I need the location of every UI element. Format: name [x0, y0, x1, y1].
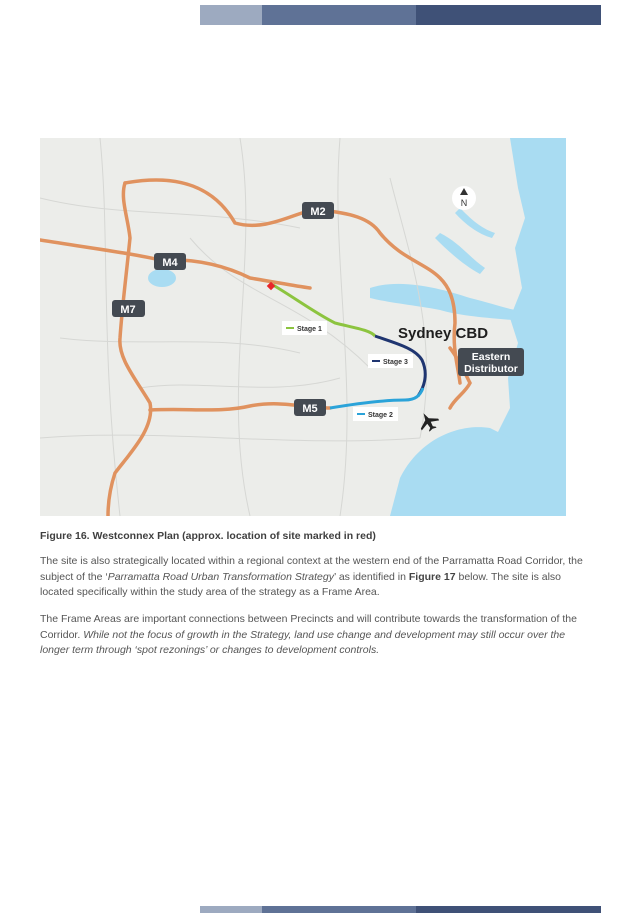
- stage3-label: Stage 3: [383, 359, 408, 366]
- stage1-label: Stage 1: [297, 326, 322, 333]
- city-label: Sydney CBD: [398, 325, 489, 342]
- paragraph1-text: The site is also strategically located within a regional context at the western end of the Parramatta Road Corridor, the subject of the ‘: [40, 555, 583, 583]
- north-label: N: [460, 198, 468, 208]
- stage2-route: [330, 388, 423, 408]
- river: [435, 233, 485, 274]
- figure-caption: Figure 16. Westconnex Plan (approx. location of site marked in red): [40, 530, 376, 542]
- header-bar-segment: [416, 5, 601, 25]
- road-label-eastern: Eastern: [471, 351, 511, 363]
- road-label-m2: M2: [310, 206, 326, 218]
- header-bar-segment: [262, 5, 416, 25]
- north-arrow-icon: [452, 186, 476, 210]
- footer-bar-segment: [416, 906, 601, 913]
- road-label-m4: M4: [162, 257, 178, 269]
- footer-bar-segment: [262, 906, 416, 913]
- paragraph1-text: ’ as identified in: [333, 570, 409, 583]
- road-label-m5: M5: [302, 403, 318, 415]
- paragraph-regional-context: [40, 554, 585, 601]
- stage2-label: Stage 2: [368, 412, 393, 419]
- header-bar-segment: [200, 5, 262, 25]
- westconnex-map: [40, 138, 566, 516]
- harbour: [370, 284, 515, 320]
- paragraph2-italic: While not the focus of growth in the Strategy, land use change and development may still occur over the longer term through ‘spot rezonings’ or changes to development controls.: [40, 628, 566, 656]
- footer-color-bar: [200, 906, 601, 913]
- road-label-distributor: Distributor: [464, 363, 518, 375]
- figure-reference: Figure 17: [408, 570, 456, 583]
- road-label-m7: M7: [120, 304, 136, 316]
- lake: [148, 269, 176, 287]
- airplane-icon: [415, 408, 442, 434]
- paragraph-frame-areas: [40, 612, 585, 659]
- footer-bar-segment: [200, 906, 262, 913]
- paragraph1-text: below. The site is also located specifically within the study area of the strategy as a Frame Area.: [40, 570, 562, 598]
- paragraph1-italic: Parramatta Road Urban Transformation Strategy: [107, 570, 334, 583]
- paragraph2-text: The Frame Areas are important connections between Precincts and will contribute towards the transformation of the Corridor.: [40, 613, 577, 641]
- road-m7: [108, 183, 151, 516]
- road-m2-ring: [125, 180, 460, 383]
- river: [455, 208, 495, 238]
- header-color-bar: [200, 5, 601, 25]
